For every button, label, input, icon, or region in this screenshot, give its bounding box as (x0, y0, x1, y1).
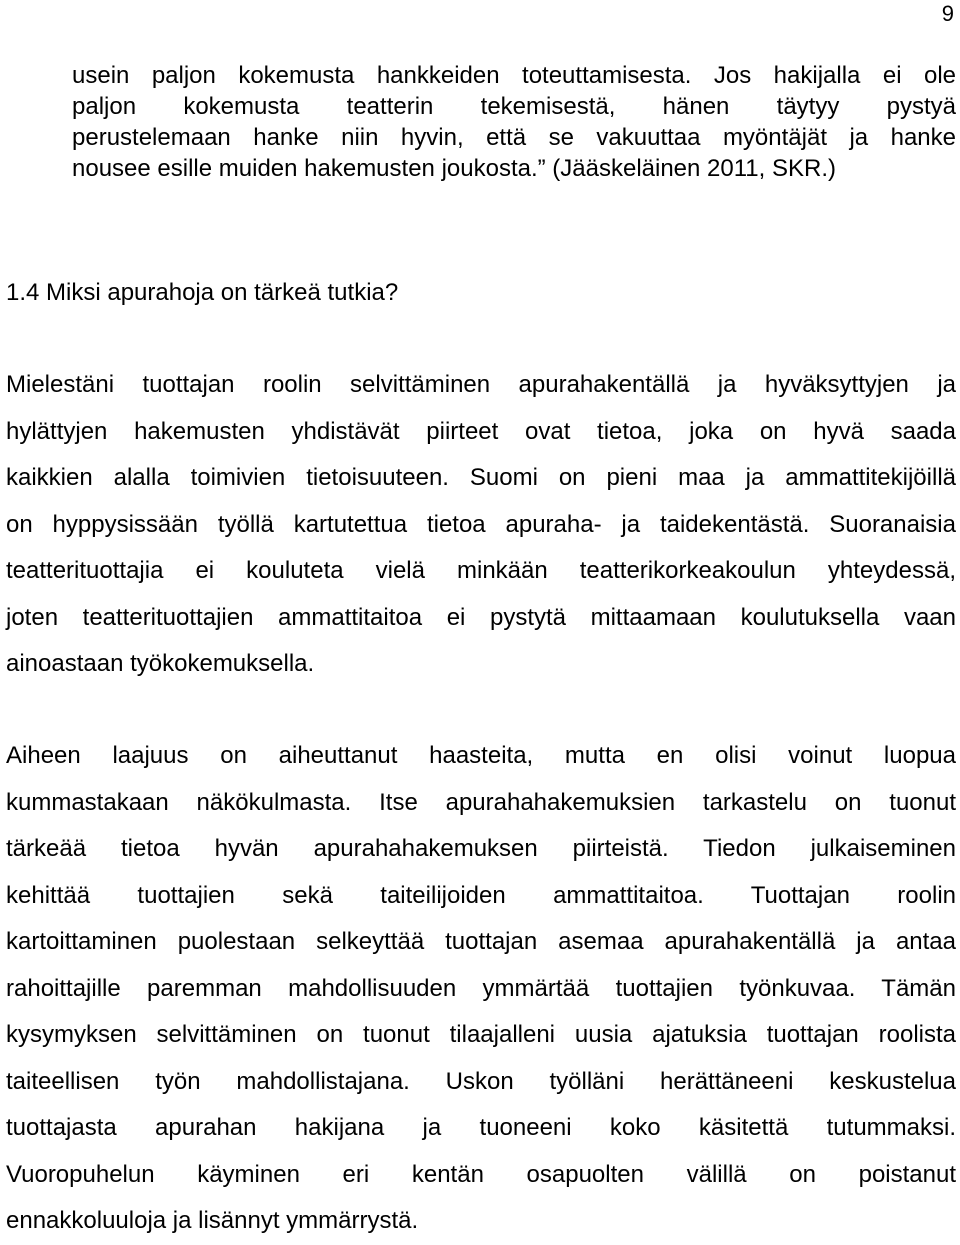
paragraph-line: taiteellisen työn mahdollistajana. Uskon työlläni herättäneeni keskustelua (6, 1067, 956, 1095)
quote-line: perustelemaan hanke niin hyvin, että se vakuuttaa myöntäjät ja hanke (72, 124, 956, 151)
paragraph-line: kehittää tuottajien sekä taiteilijoiden ammattitaitoa. Tuottajan roolin (6, 881, 956, 909)
paragraph-line: joten teatterituottajien ammattitaitoa ei pystytä mittaamaan koulutuksella vaan (6, 603, 956, 631)
paragraph-line: ennakkoluuloja ja lisännyt ymmärrystä. (6, 1207, 419, 1234)
paragraph-line: on hyppysissään työllä kartutettua tietoa apuraha- ja taidekentästä. Suoranaisia (6, 510, 956, 538)
paragraph-line: Mielestäni tuottajan roolin selvittäminen apurahakentällä ja hyväksyttyjen ja (6, 371, 956, 398)
paragraph-line: rahoittajille paremman mahdollisuuden ymmärtää tuottajien työnkuvaa. Tämän (6, 974, 956, 1002)
paragraph-line: kummastakaan näkökulmasta. Itse apurahahakemuksien tarkastelu on tuonut (6, 788, 956, 816)
quote-line: usein paljon kokemusta hankkeiden toteuttamisesta. Jos hakijalla ei ole (72, 62, 956, 89)
section-heading: 1.4 Miksi apurahoja on tärkeä tutkia? (6, 279, 399, 306)
paragraph-line: hylättyjen hakemusten yhdistävät piirteet ovat tietoa, joka on hyvä saada (6, 417, 956, 445)
paragraph-line: Vuoropuhelun käyminen eri kentän osapuolten välillä on poistanut (6, 1160, 956, 1188)
paragraph-line: tuottajasta apurahan hakijana ja tuoneeni koko käsitettä tutummaksi. (6, 1114, 956, 1141)
quote-block (72, 60, 956, 184)
paragraph-1 (6, 362, 956, 688)
paragraph-2 (6, 733, 956, 1245)
paragraph-line: kaikkien alalla toimivien tietoisuuteen. Suomi on pieni maa ja ammattitekijöillä (6, 464, 956, 491)
quote-line: nousee esille muiden hakemusten joukosta.” (Jääskeläinen 2011, SKR.) (72, 155, 836, 182)
quote-line: paljon kokemusta teatterin tekemisestä, hänen täytyy pystyä (72, 93, 956, 120)
paragraph-line: ainoastaan työkokemuksella. (6, 650, 315, 677)
paragraph-line: kysymyksen selvittäminen on tuonut tilaajalleni uusia ajatuksia tuottajan roolista (6, 1021, 956, 1048)
paragraph-line: Aiheen laajuus on aiheuttanut haasteita, mutta en olisi voinut luopua (6, 742, 956, 769)
paragraph-line: tärkeää tietoa hyvän apurahahakemuksen piirteistä. Tiedon julkaiseminen (6, 835, 956, 862)
paragraph-line: kartoittaminen puolestaan selkeyttää tuottajan asemaa apurahakentällä ja antaa (6, 928, 956, 955)
page-number: 9 (941, 1, 954, 26)
paragraph-line: teatterituottajia ei kouluteta vielä minkään teatterikorkeakoulun yhteydessä, (6, 557, 956, 584)
